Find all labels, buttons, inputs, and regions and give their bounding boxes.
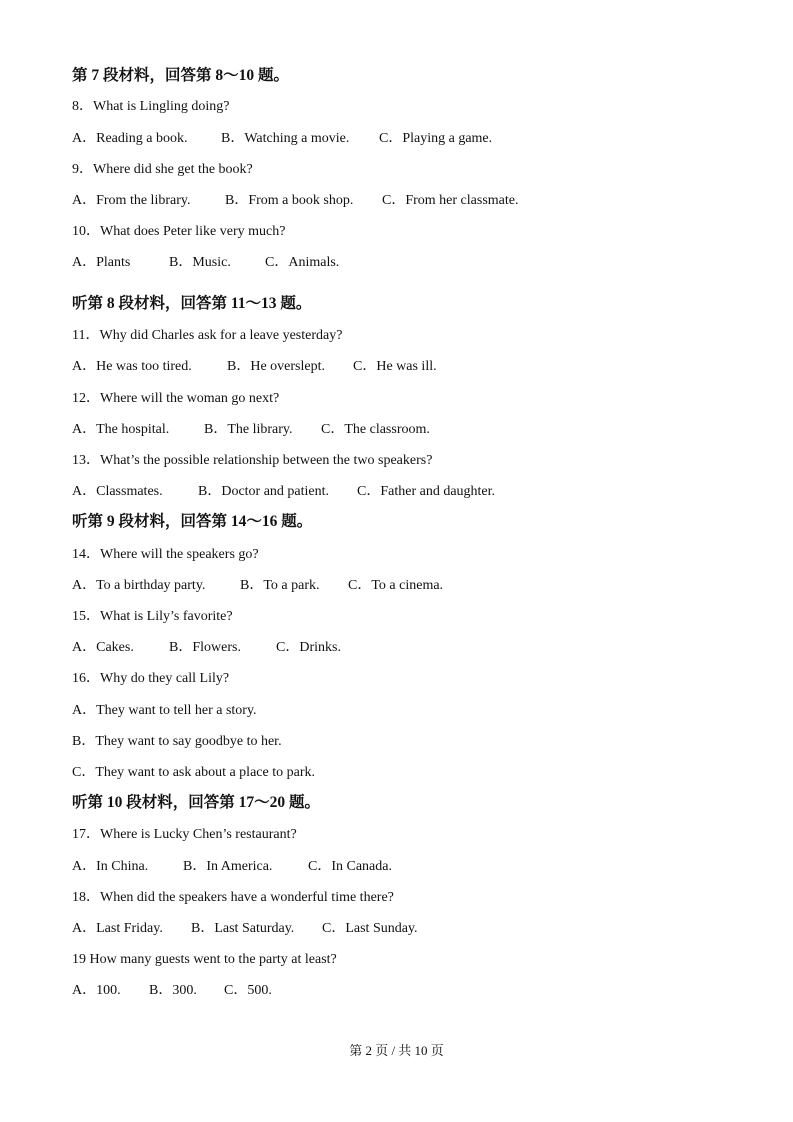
answer-option: C．Last Sunday. (322, 921, 418, 936)
answer-option: A．100. (72, 983, 121, 998)
answer-option: A．They want to tell her a story. (72, 703, 257, 718)
question-text: 12．Where will the woman go next? (72, 391, 280, 406)
question-text: 8．What is Lingling doing? (72, 99, 230, 114)
answer-option: B．The library. (204, 422, 293, 437)
answer-option: C．500. (224, 983, 272, 998)
question-text: 17．Where is Lucky Chen’s restaurant? (72, 827, 297, 842)
answer-option: A．Reading a book. (72, 131, 188, 146)
answer-option: B．From a book shop. (225, 193, 354, 208)
section-heading: 听第 8 段材料，回答第 11～13 题。 (72, 295, 312, 312)
answer-option: C．The classroom. (321, 422, 430, 437)
answer-option: C．They want to ask about a place to park. (72, 765, 315, 780)
section-heading: 第 7 段材料，回答第 8～10 题。 (72, 67, 290, 84)
section-heading: 听第 9 段材料，回答第 14～16 题。 (72, 513, 313, 530)
answer-option: B．In America. (183, 859, 273, 874)
answer-option: C．Playing a game. (379, 131, 493, 146)
question-text: 13．What’s the possible relationship between the two speakers? (72, 453, 433, 468)
answer-option: C．From her classmate. (382, 193, 519, 208)
question-text: 11．Why did Charles ask for a leave yesterday? (72, 328, 343, 343)
answer-option: A．To a birthday party. (72, 578, 206, 593)
answer-option: C．He was ill. (353, 359, 437, 374)
answer-option: B．Last Saturday. (191, 921, 295, 936)
question-text: 15．What is Lily’s favorite? (72, 609, 233, 624)
answer-option: A．In China. (72, 859, 149, 874)
question-text: 19 How many guests went to the party at least? (72, 952, 337, 967)
answer-option: C．Drinks. (276, 640, 341, 655)
answer-option: B．To a park. (240, 578, 320, 593)
answer-option: C．Animals. (265, 255, 340, 270)
question-text: 14．Where will the speakers go? (72, 547, 259, 562)
answer-option: B．300. (149, 983, 197, 998)
question-text: 16．Why do they call Lily? (72, 671, 230, 686)
question-text: 9．Where did she get the book? (72, 162, 253, 177)
answer-option: A．The hospital. (72, 422, 170, 437)
answer-option: B．Music. (169, 255, 231, 270)
question-text: 10．What does Peter like very much? (72, 224, 286, 239)
answer-option: A．He was too tired. (72, 359, 192, 374)
answer-option: C．To a cinema. (348, 578, 444, 593)
answer-option: B．Doctor and patient. (198, 484, 330, 499)
section-heading: 听第 10 段材料，回答第 17～20 题。 (72, 794, 321, 811)
page-footer: 第 2 页 / 共 10 页 (349, 1043, 444, 1058)
answer-option: B．Flowers. (169, 640, 241, 655)
answer-option: C．In Canada. (308, 859, 392, 874)
answer-option: A．From the library. (72, 193, 191, 208)
answer-option: C．Father and daughter. (357, 484, 496, 499)
answer-option: A．Classmates. (72, 484, 163, 499)
answer-option: A．Cakes. (72, 640, 134, 655)
answer-option: A．Plants (72, 255, 131, 270)
answer-option: B．They want to say goodbye to her. (72, 734, 282, 749)
answer-option: B．Watching a movie. (221, 131, 350, 146)
answer-option: A．Last Friday. (72, 921, 163, 936)
question-text: 18．When did the speakers have a wonderful time there? (72, 890, 394, 905)
answer-option: B．He overslept. (227, 359, 325, 374)
